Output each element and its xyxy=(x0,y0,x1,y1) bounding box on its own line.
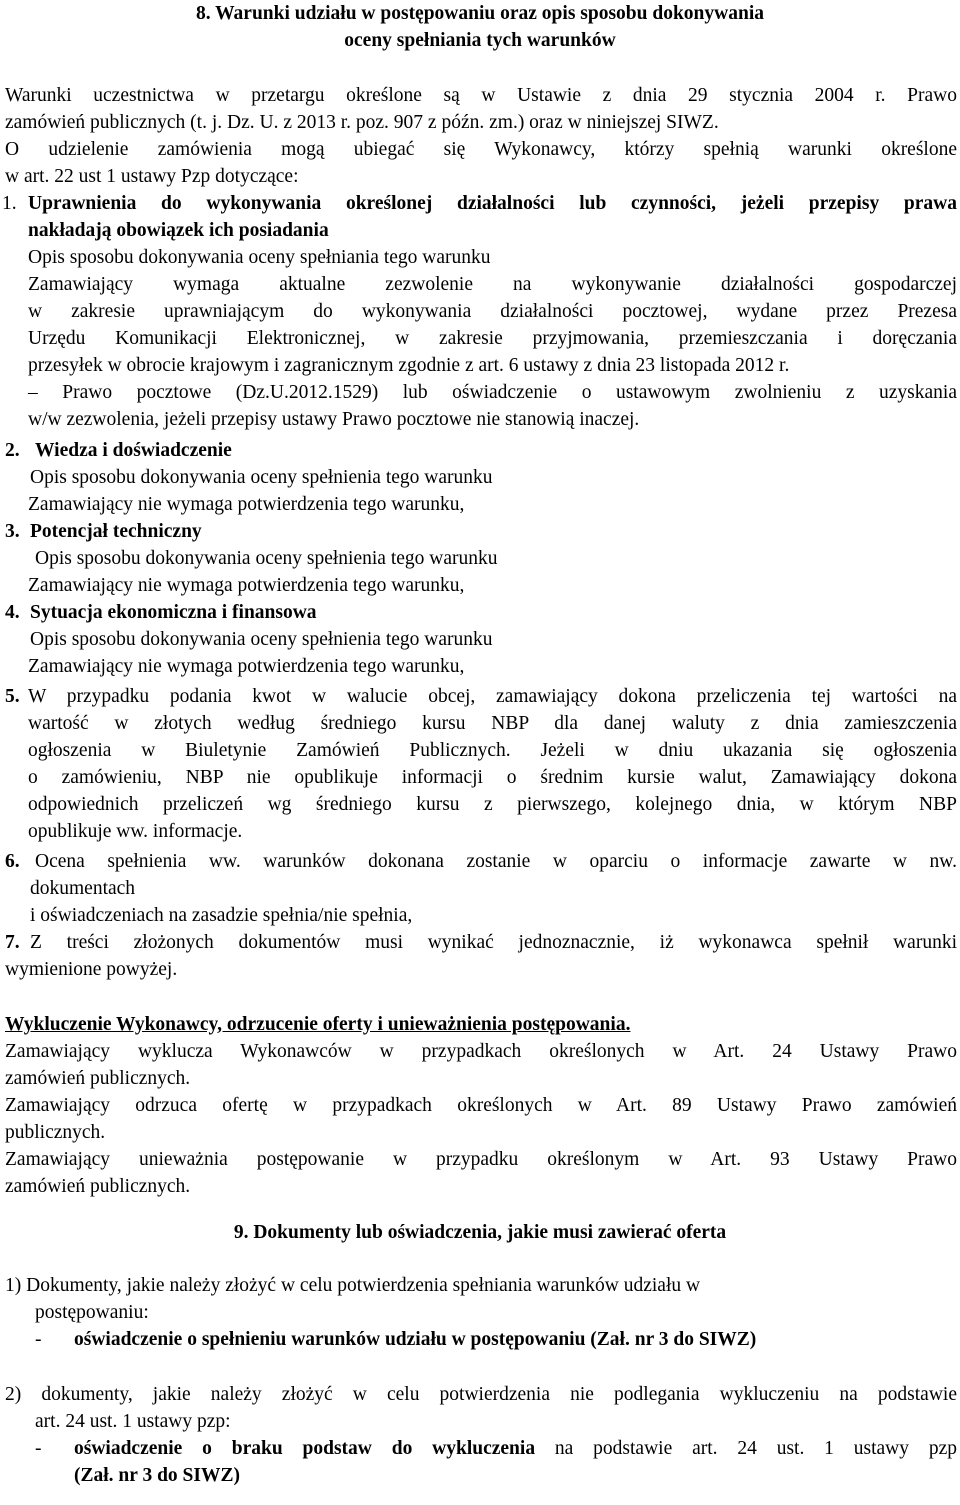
section-9-point-2-line-2: art. 24 ust. 1 ustawy pzp: xyxy=(35,1411,231,1432)
item-7-line-2: wymienione powyżej. xyxy=(5,959,178,980)
section-8-title-line-1: 8. Warunki udziału w postępowaniu oraz opis sposobu dokonywania xyxy=(195,3,765,24)
item-3-subheading: Opis sposobu dokonywania oceny spełnienia tego warunku xyxy=(35,548,498,569)
section-9-point-2-dash: - xyxy=(35,1438,42,1459)
section-9-point-2-line-1: 2) dokumenty, jakie należy złożyć w celu potwierdzenia nie podlegania wykluczeniu na podstawie xyxy=(5,1384,957,1405)
item-5-line-1: W przypadku podania kwot w walucie obcej, zamawiający dokona przeliczenia tej wartości na xyxy=(28,686,957,707)
item-3-number: 3. xyxy=(5,521,20,542)
intro-line-4: w art. 22 ust 1 ustawy Pzp dotyczące: xyxy=(5,166,299,187)
item-5-line-2: wartość w złotych według średniego kursu NBP dla danej waluty z dnia zamieszczenia xyxy=(28,713,957,734)
item-4-subheading: Opis sposobu dokonywania oceny spełnienia tego warunku xyxy=(30,629,493,650)
item-3-body: Zamawiający nie wymaga potwierdzenia tego warunku, xyxy=(28,575,465,596)
item-5-line-6: opublikuje ww. informacje. xyxy=(28,821,243,842)
item-1-number: 1. xyxy=(2,193,17,214)
section-9-title: 9. Dokumenty lub oświadczenia, jakie musi zawierać oferta xyxy=(233,1222,727,1243)
item-5-number: 5. xyxy=(5,686,20,707)
item-1-body-line-1: Zamawiający wymaga aktualne zezwolenie na wykonywanie działalności gospodarczej xyxy=(28,274,957,295)
item-3-heading: Potencjał techniczny xyxy=(30,521,202,542)
item-6-line-1: Ocena spełnienia ww. warunków dokonana zostanie w oparciu o informacje zawarte w nw. xyxy=(35,851,957,872)
item-2-heading: Wiedza i doświadczenie xyxy=(35,440,232,461)
exclusion-p1-line-1: Zamawiający wyklucza Wykonawców w przypadkach określonych w Art. 24 Ustawy Prawo xyxy=(5,1041,957,1062)
item-6-line-2: dokumentach xyxy=(30,878,136,899)
item-1-body-line-3: Urzędu Komunikacji Elektronicznej, w zakresie przyjmowania, przemieszczania i doręczania xyxy=(28,328,957,349)
section-9-point-1-line-1: 1) Dokumenty, jakie należy złożyć w celu potwierdzenia spełniania warunków udziału w xyxy=(5,1275,701,1296)
item-4-number: 4. xyxy=(5,602,20,623)
item-1-body-line-5: – Prawo pocztowe (Dz.U.2012.1529) lub oświadczenie o ustawowym zwolnieniu z uzyskania xyxy=(28,382,957,403)
item-4-body: Zamawiający nie wymaga potwierdzenia tego warunku, xyxy=(28,656,465,677)
item-6-line-3: i oświadczeniach na zasadzie spełnia/nie spełnia, xyxy=(30,905,413,926)
item-7-line-1: Z treści złożonych dokumentów musi wynikać jednoznacznie, iż wykonawca spełnił warunki xyxy=(30,932,957,953)
intro-line-2: zamówień publicznych (t. j. Dz. U. z 2013 r. poz. 907 z późn. zm.) oraz w niniejszej SIWZ. xyxy=(5,112,719,133)
item-5-line-3: ogłoszenia w Biuletynie Zamówień Publicznych. Jeżeli w dniu ukazania się ogłoszenia xyxy=(28,740,957,761)
item-2-subheading: Opis sposobu dokonywania oceny spełnienia tego warunku xyxy=(30,467,493,488)
item-6-number: 6. xyxy=(5,851,20,872)
section-9-point-1-bullet: oświadczenie o spełnieniu warunków udziału w postępowaniu (Zał. nr 3 do SIWZ) xyxy=(74,1329,757,1350)
exclusion-heading: Wykluczenie Wykonawcy, odrzucenie oferty i unieważnienia postępowania. xyxy=(5,1014,631,1035)
exclusion-p1-line-2: zamówień publicznych. xyxy=(5,1068,191,1089)
item-7-number: 7. xyxy=(5,932,20,953)
item-5-line-5: odpowiednich przeliczeń wg średniego kursu z pierwszego, kolejnego dnia, w którym NBP xyxy=(28,794,957,815)
section-8-title-line-2: oceny spełniania tych warunków xyxy=(344,30,616,51)
exclusion-p2-line-2: publicznych. xyxy=(5,1122,106,1143)
exclusion-p2-line-1: Zamawiający odrzuca ofertę w przypadkach określonych w Art. 89 Ustawy Prawo zamówień xyxy=(5,1095,957,1116)
item-4-heading: Sytuacja ekonomiczna i finansowa xyxy=(30,602,317,623)
item-1-heading-line-2: nakładają obowiązek ich posiadania xyxy=(28,220,329,241)
section-9-point-2-bullet-line-1 xyxy=(74,1435,957,1462)
section-9-point-2-bullet-bold: oświadczenie o braku podstaw do wykluczenia xyxy=(74,1438,536,1459)
item-1-body-line-6: w/w zezwolenia, jeżeli przepisy ustawy Prawo pocztowe nie stanowią inaczej. xyxy=(28,409,640,430)
item-1-body-line-2: w zakresie uprawniającym do wykonywania działalności pocztowej, wydane przez Prezesa xyxy=(28,301,957,322)
section-9-point-2-bullet-line-2: (Zał. nr 3 do SIWZ) xyxy=(74,1465,240,1486)
intro-line-3: O udzielenie zamówienia mogą ubiegać się Wykonawcy, którzy spełnią warunki określone xyxy=(5,139,957,160)
section-9-point-1-dash: - xyxy=(35,1329,42,1350)
item-2-body: Zamawiający nie wymaga potwierdzenia tego warunku, xyxy=(28,494,465,515)
item-5-line-4: o zamówieniu, NBP nie opublikuje informacji o średnim kursie walut, Zamawiający dokona xyxy=(28,767,957,788)
intro-line-1: Warunki uczestnictwa w przetargu określone są w Ustawie z dnia 29 stycznia 2004 r. Prawo xyxy=(5,85,957,106)
exclusion-p3-line-2: zamówień publicznych. xyxy=(5,1176,191,1197)
item-1-subheading: Opis sposobu dokonywania oceny spełniania tego warunku xyxy=(28,247,491,268)
section-9-point-1-line-2: postępowaniu: xyxy=(35,1302,149,1323)
exclusion-p3-line-1: Zamawiający unieważnia postępowanie w przypadku określonym w Art. 93 Ustawy Prawo xyxy=(5,1149,957,1170)
section-9-point-2-bullet-normal: na podstawie art. 24 ust. 1 ustawy pzp xyxy=(535,1438,957,1459)
item-2-number: 2. xyxy=(5,440,20,461)
item-1-heading-line-1: Uprawnienia do wykonywania określonej działalności lub czynności, jeżeli przepisy prawa xyxy=(28,193,957,214)
item-1-body-line-4: przesyłek w obrocie krajowym i zagranicznym zgodnie z art. 6 ustawy z dnia 23 listopada 2012 r. xyxy=(28,355,790,376)
